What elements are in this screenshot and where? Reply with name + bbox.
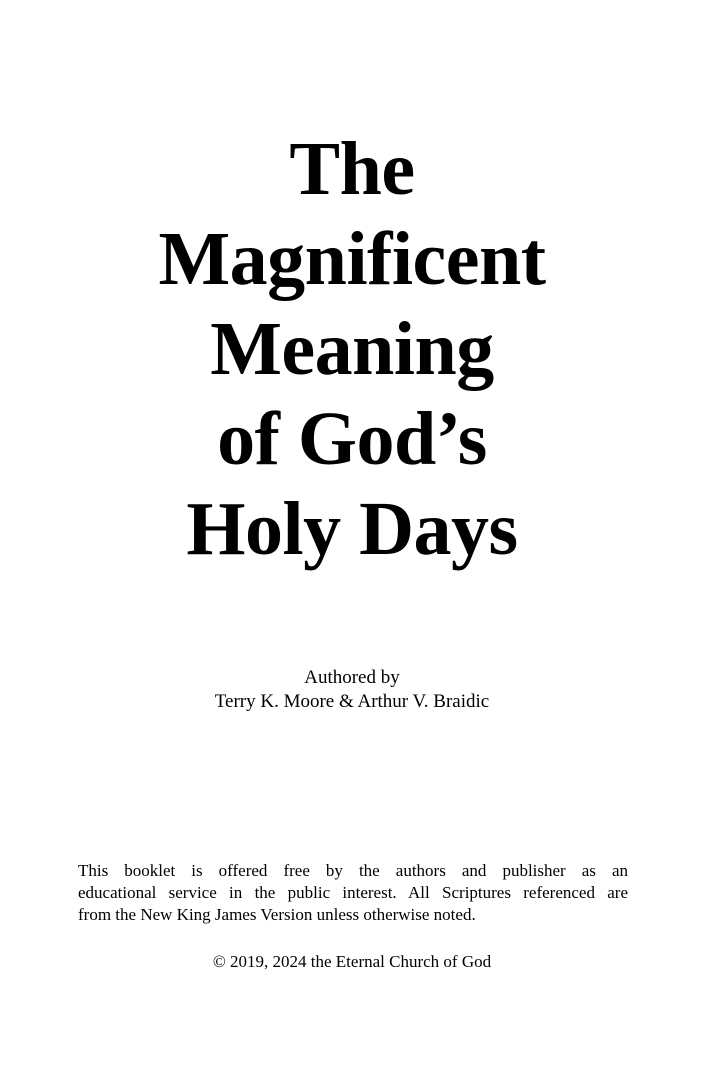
author-names: Terry K. Moore & Arthur V. Braidic [214,691,490,712]
copyright-notice: © 2019, 2024 the Eternal Church of God [212,952,492,971]
author-credit [0,666,704,714]
title-line: The [289,127,415,211]
book-title [0,124,704,574]
title-line: Magnificent [158,217,546,301]
authored-by-label: Authored by [304,667,400,688]
notice-line: educational service in the public interest. All Scriptures referenced are [78,883,628,902]
title-line: Meaning [210,307,494,391]
title-line: of God’s [217,397,487,481]
publication-notice [78,860,628,926]
title-line: Holy Days [186,487,518,571]
notice-line: This booklet is offered free by the authors and publisher as an [78,861,628,880]
notice-line: from the New King James Version unless otherwise noted. [78,905,476,924]
